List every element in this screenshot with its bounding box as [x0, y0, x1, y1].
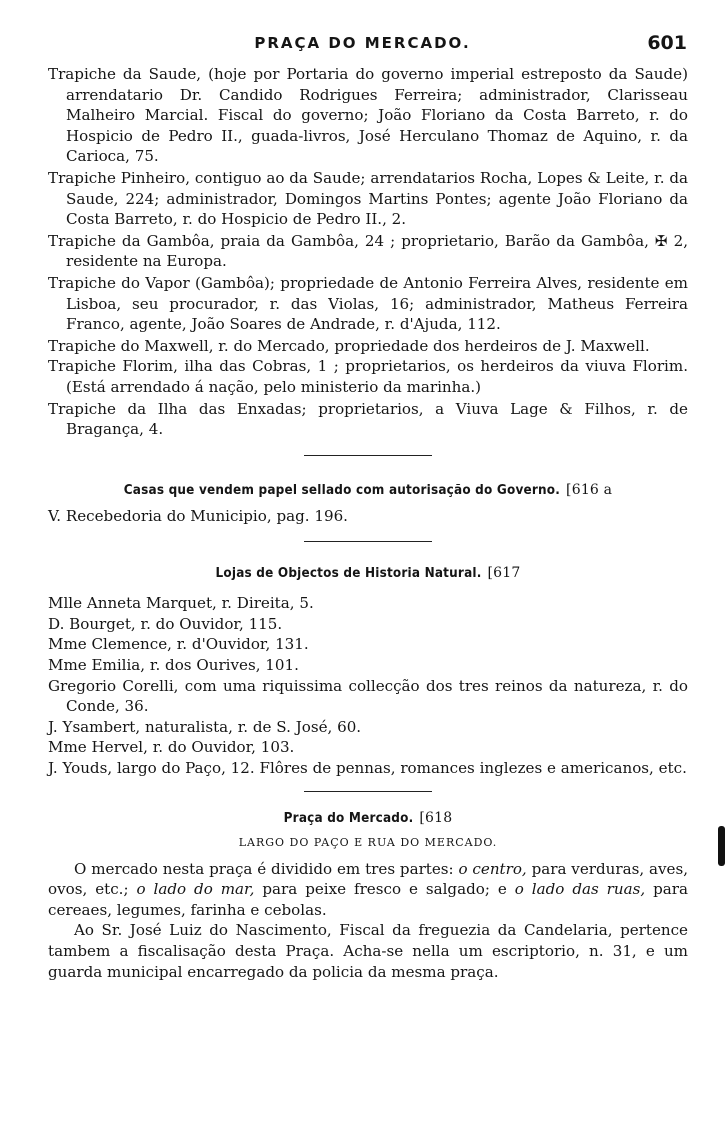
- section-title: Casas que vendem papel sellado com autorisação do Governo.: [123, 482, 561, 498]
- page-edge-mark: [718, 826, 725, 866]
- trapiche-entry: Trapiche da Ilha das Enxadas; proprietarios, a Viuva Lage & Filhos, r. de Bragança, 4.: [48, 399, 688, 439]
- trapiche-entry: Trapiche Florim, ilha das Cobras, 1 ; proprietarios, os herdeiros da viuva Florim. (Está arrendado á nação, pelo ministerio da marinha.): [48, 357, 688, 396]
- section-title: Lojas de Objectos de Historia Natural.: [215, 566, 482, 582]
- section-number: [616 a: [566, 481, 613, 498]
- shop-entry: J. Youds, largo do Paço, 12. Flôres de pennas, romances inglezes e americanos, etc.: [48, 759, 687, 778]
- text-run: O mercado nesta praça é dividido em tres partes:: [74, 859, 459, 878]
- shop-entry: Mme Clemence, r. d'Ouvidor, 131.: [48, 635, 309, 654]
- text-run: para verduras, aves, ovos, etc.;: [48, 859, 688, 899]
- section-number: [617: [487, 565, 521, 582]
- section-title: Praça do Mercado.: [283, 810, 414, 826]
- italic-run: o lado do mar,: [136, 880, 255, 899]
- section-subheading: LARGO DO PAÇO E RUA DO MERCADO.: [238, 835, 498, 849]
- page-header: [0, 34, 725, 58]
- mercado-paragraph: [48, 859, 688, 921]
- text-run: para peixe fresco e salgado; e: [254, 880, 515, 899]
- section-number: [618: [419, 809, 453, 826]
- section-heading-papel-sellado: [48, 482, 688, 498]
- trapiche-entry: Trapiche do Maxwell, r. do Mercado, propriedade dos herdeiros de J. Maxwell.: [48, 336, 650, 355]
- trapiche-entry: Trapiche da Saude, (hoje por Portaria do governo imperial estreposto da Saude) arrendatario Dr. Candido Rodrigues Ferreira; administrador, Clarisseau Malheiro Marcial. Fiscal do governo; João Floriano da Costa Barreto, r. do Hospicio de Pedro II., guada-livros, José Herculano Thomaz de Aquino, r. da Carioca, 75.: [48, 65, 688, 166]
- shop-entry: Mme Emilia, r. dos Ourives, 101.: [48, 656, 299, 675]
- mercado-paragraph: Ao Sr. José Luiz do Nascimento, Fiscal da freguezia da Candelaria, pertence tambem a fiscalisação desta Praça. Acha-se nella um escriptorio, n. 31, e um guarda municipal encarregado da policia da mesma praça.: [48, 921, 688, 981]
- italic-run: o centro,: [458, 859, 527, 878]
- page-number: 601: [647, 32, 687, 54]
- page-body: [48, 64, 688, 982]
- papel-sellado-entry: V. Recebedoria do Municipio, pag. 196.: [48, 506, 348, 525]
- shop-entry: J. Ysambert, naturalista, r. de S. José, 60.: [48, 717, 362, 736]
- running-title: PRAÇA DO MERCADO.: [254, 34, 471, 52]
- text-run: para cereaes, legumes, farinha e cebolas.: [48, 880, 688, 919]
- shop-entry: D. Bourget, r. do Ouvidor, 115.: [48, 614, 283, 633]
- shop-entry: Mlle Anneta Marquet, r. Direita, 5.: [48, 594, 314, 613]
- section-heading-mercado: [48, 810, 688, 826]
- trapiche-entry: Trapiche da Gambôa, praia da Gambôa, 24 ; proprietario, Barão da Gambôa, ✠ 2, residente na Europa.: [48, 231, 688, 271]
- shop-entry: Mme Hervel, r. do Ouvidor, 103.: [48, 738, 295, 757]
- section-heading-historia-natural: [48, 565, 688, 581]
- trapiche-entry: Trapiche Pinheiro, contiguo ao da Saude; arrendatarios Rocha, Lopes & Leite, r. da Saude, 224; administrador, Domingos Martins Pontes; agente João Floriano da Costa Barreto, r. do Hospicio de Pedro II., 2.: [48, 168, 688, 229]
- trapiche-entry: Trapiche do Vapor (Gambôa); propriedade de Antonio Ferreira Alves, residente em Lisboa, seu procurador, r. das Violas, 16; administrador, Matheus Ferreira Franco, agente, João Soares de Andrade, r. d'Ajuda, 112.: [48, 273, 688, 334]
- shop-entry: Gregorio Corelli, com uma riquissima collecção dos tres reinos da natureza, r. do Conde, 36.: [48, 676, 688, 716]
- italic-run: o lado das ruas,: [514, 880, 646, 899]
